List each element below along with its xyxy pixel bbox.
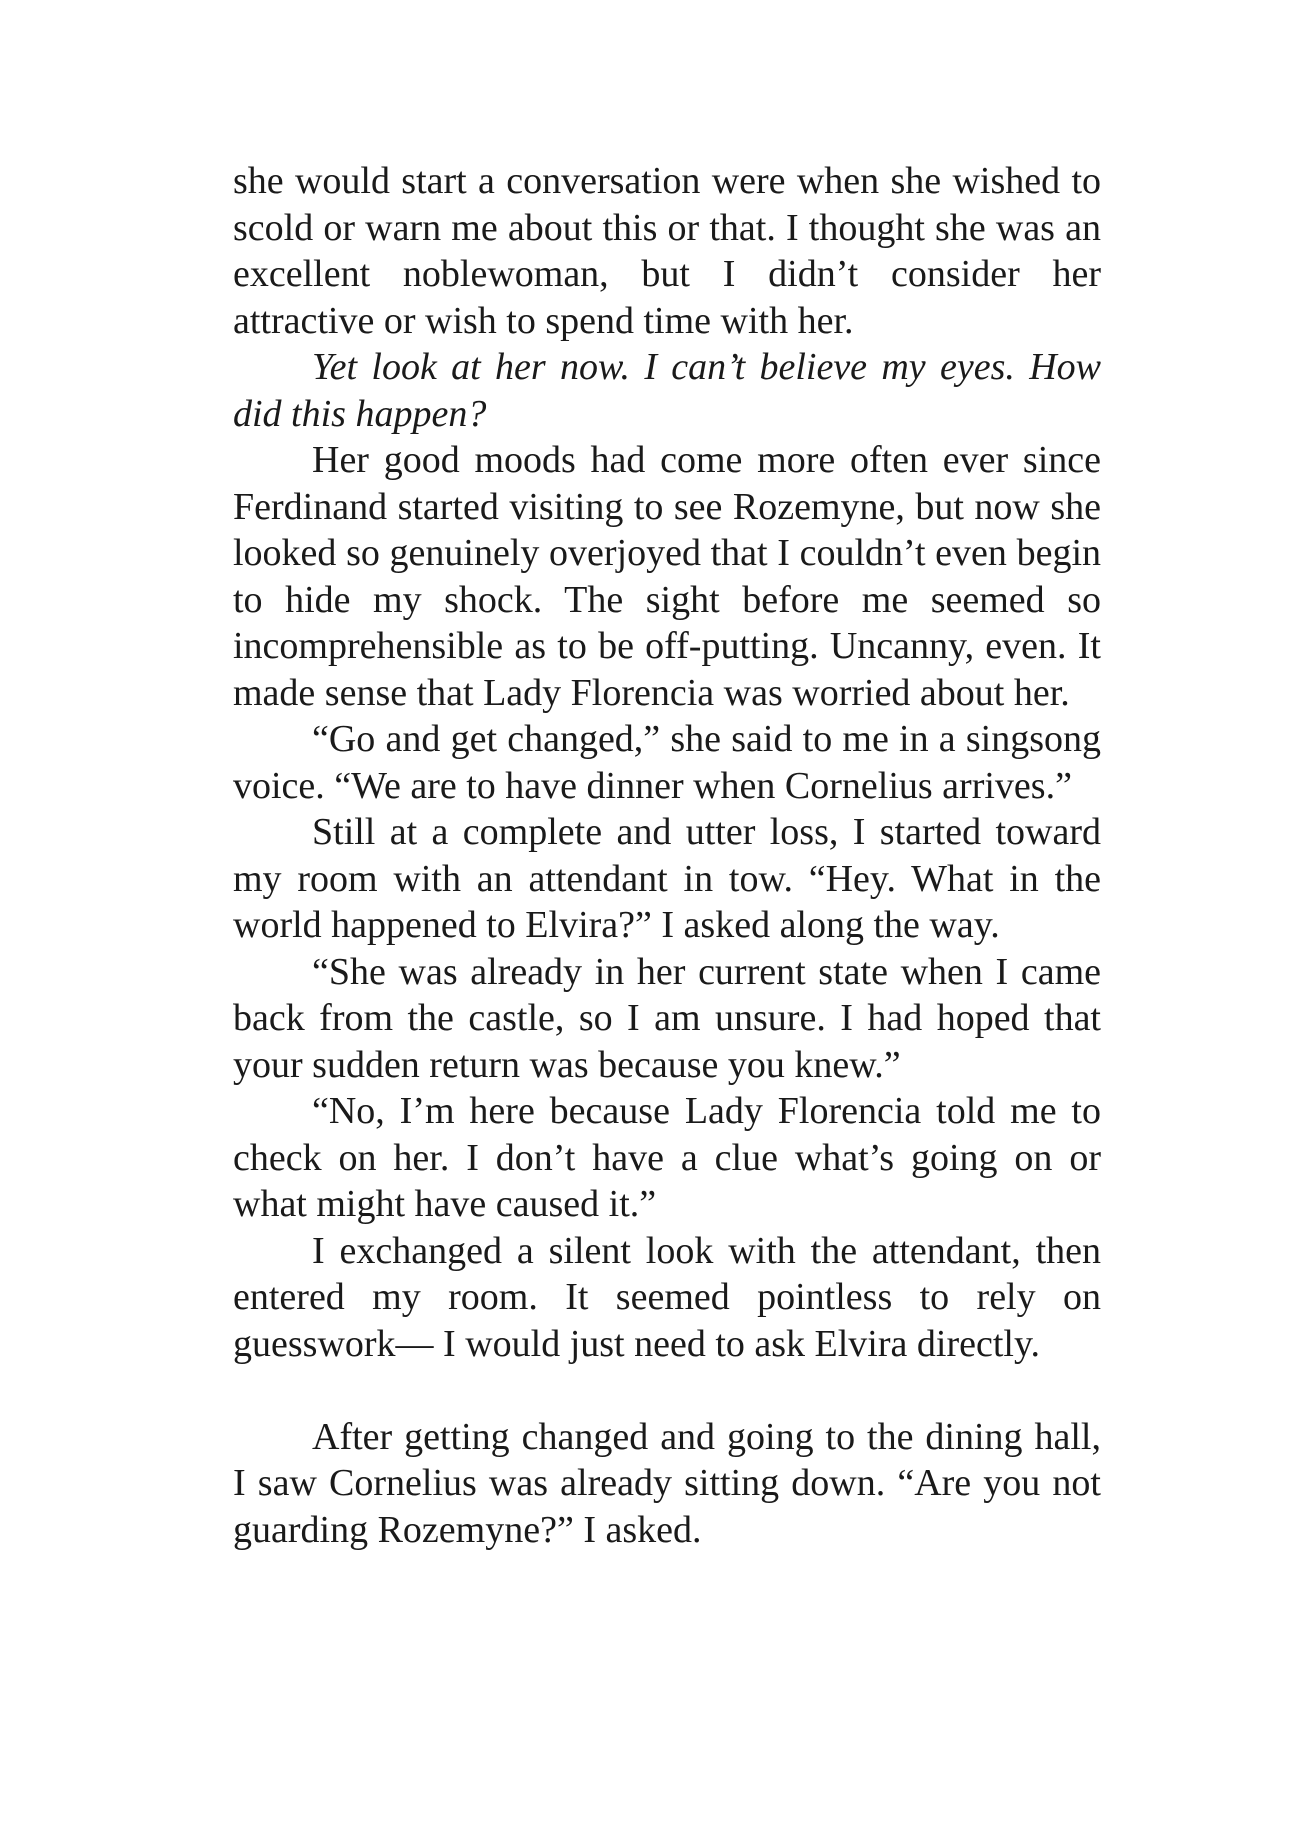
paragraph: After getting changed and going to the dining hall, I saw Cornelius was already sitting down. “Are you not guarding Rozemyne?” I asked. <box>233 1415 1101 1551</box>
paragraph-italic-thought: Yet look at her now. I can’t believe my eyes. How did this happen? <box>233 346 1101 435</box>
scene-break <box>233 1367 1101 1414</box>
paragraph: Still at a complete and utter loss, I started toward my room with an attendant in tow. “Hey. What in the world happened to Elvira?” I asked along the way. <box>233 811 1101 946</box>
paragraph: “Go and get changed,” she said to me in a singsong voice. “We are to have dinner when Cornelius arrives.” <box>233 718 1101 807</box>
paragraph: “She was already in her current state when I came back from the castle, so I am unsure. I had hoped that your sudden return was because you knew.” <box>233 950 1101 1086</box>
paragraph: Her good moods had come more often ever since Ferdinand started visiting to see Rozemyne, but now she looked so genuinely overjoyed that I couldn’t even begin to hide my shock. The sight before me seemed so incomprehensible as to be off-putting. Uncanny, even. It made sense that Lady Florencia was worried about her. <box>233 439 1101 714</box>
paragraph: she would start a conversation were when she wished to scold or warn me about this or that. I thought she was an excellent noblewoman, but I didn’t consider her attractive or wish to spend time with her. <box>233 160 1101 342</box>
paragraph: I exchanged a silent look with the attendant, then entered my room. It seemed pointless to rely on guesswork— I would just need to ask Elvira directly. <box>233 1229 1101 1365</box>
page-body <box>233 158 1101 1553</box>
paragraph: “No, I’m here because Lady Florencia told me to check on her. I don’t have a clue what’s going on or what might have caused it.” <box>233 1090 1101 1225</box>
